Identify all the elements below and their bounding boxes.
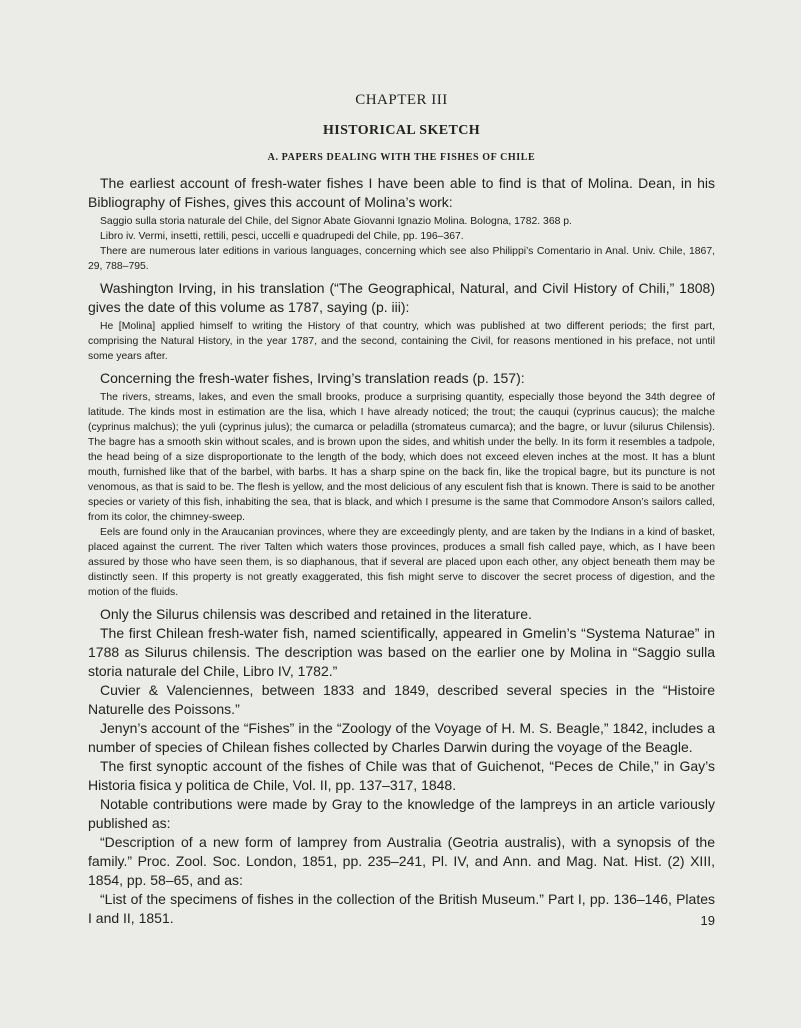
paragraph-molina-intro: The earliest account of fresh-water fishes I have been able to find is that of Molina. Dean, in his Bibliography of Fishes, gives this account of Molina’s work: bbox=[88, 175, 715, 210]
quote-later-editions: There are numerous later editions in various languages, concerning which see also Philippi’s Comentario in Anal. Univ. Chile, 1867, 29, 788–795. bbox=[88, 246, 715, 272]
paragraph-jenyns: Jenyn’s account of the “Fishes” in the “Zoology of the Voyage of H. M. S. Beagle,” 1842, includes a number of species of Chilean fishes collected by Charles Darwin during the voyage of the Beagle. bbox=[88, 720, 715, 755]
paragraph-gray: Notable contributions were made by Gray to the knowledge of the lampreys in an article variously published as: bbox=[88, 796, 715, 831]
quote-molina-history: He [Molina] applied himself to writing the History of that country, which was published at two different periods; the first part, comprising the Natural History, in the year 1787, and the second, containing the Civil, for reasons mentioned in his preface, not until some years after. bbox=[88, 321, 715, 362]
quote-rivers-streams: The rivers, streams, lakes, and even the small brooks, produce a surprising quantity, especially those beyond the 34th degree of latitude. The kinds most in estimation are the lisa, which I have already noticed; the trout; the cauqui (cyprinus caucus); the malche (cyprinus malchus); the yuli (cyprinus julus); the cumarca or peladilla (stromateus cumarca); and the bagre, or luvur (silurus Chilensis). The bagre has a smooth skin without scales, and is brown upon the sides, and whitish under the belly. In its form it resembles a tadpole, the head being of a size disproportionate to the length of the body, which does not exceed eleven inches at the most. It has a blunt mouth, furnished like that of the barbel, with barbs. It has a sharp spine on the back fin, like the tropical bagre, but its puncture is not venomous, as that is said to be. The flesh is yellow, and the most delicious of any esculent fish that is known. There is said to be another species or variety of this fish, inhabiting the sea, that is black, and which I presume is the same that Commodore Anson’s sailors called, from its color, the chimney-sweep. bbox=[88, 392, 715, 523]
paragraph-fresh-water-fishes: Concerning the fresh-water fishes, Irving’s translation reads (p. 157): bbox=[100, 370, 525, 386]
quote-saggio-citation: Saggio sulla storia naturale del Chile, del Signor Abate Giovanni Ignazio Molina. Bologna, 1782. 368 p. bbox=[100, 216, 572, 227]
page-number: 19 bbox=[700, 913, 715, 928]
paragraph-geotria-citation: “Description of a new form of lamprey from Australia (Geotria australis), with a synopsis of the family.” Proc. Zool. Soc. London, 1851, pp. 235–241, Pl. IV, and Ann. and Mag. Nat. Hist. (2) XIII, 1854, pp. 58–65, and as: bbox=[88, 834, 715, 888]
paragraph-cuvier: Cuvier & Valenciennes, between 1833 and 1849, described several species in the “Histoire Naturelle des Poissons.” bbox=[88, 682, 715, 717]
paragraph-irving-translation: Washington Irving, in his translation (“The Geographical, Natural, and Civil History of Chili,” 1808) gives the date of this volume as 1787, saying (p. iii): bbox=[88, 280, 715, 315]
chapter-label: CHAPTER III bbox=[355, 92, 448, 108]
book-page bbox=[88, 92, 715, 928]
paragraph-guichenot: The first synoptic account of the fishes of Chile was that of Guichenot, “Peces de Chile,” in Gay’s Historia fisica y politica de Chile, Vol. II, pp. 137–317, 1848. bbox=[88, 758, 715, 793]
section-title: HISTORICAL SKETCH bbox=[322, 123, 481, 138]
quote-libro-iv: Libro iv. Vermi, insetti, rettili, pesci, uccelli e quadrupedi del Chile, pp. 196–367. bbox=[100, 231, 464, 242]
paragraph-gmelin: The first Chilean fresh-water fish, named scientifically, appeared in Gmelin’s “Systema Naturae” in 1788 as Silurus chilensis. The description was based on the earlier one by Molina in “Saggio sulla storia naturale del Chile, Libro IV, 1782.” bbox=[88, 625, 715, 679]
paragraph-silurus: Only the Silurus chilensis was described and retained in the literature. bbox=[100, 606, 532, 622]
quote-eels: Eels are found only in the Araucanian provinces, where they are exceedingly plenty, and are taken by the Indians in a kind of basket, placed against the current. The river Talten which waters those provinces, produces a small fish called paye, which, as I have been assured by those who have seen them, is so diaphanous, that if several are placed upon each other, any object beneath them may be distinctly seen. If this property is not greatly exaggerated, this fish might serve to discover the secret process of digestion, and the motion of the fluids. bbox=[88, 527, 715, 598]
subsection-title: A. PAPERS DEALING WITH THE FISHES OF CHILE bbox=[267, 152, 536, 163]
paragraph-british-museum-citation: “List of the specimens of fishes in the collection of the British Museum.” Part I, pp. 136–146, Plates I and II, 1851. bbox=[88, 891, 715, 926]
